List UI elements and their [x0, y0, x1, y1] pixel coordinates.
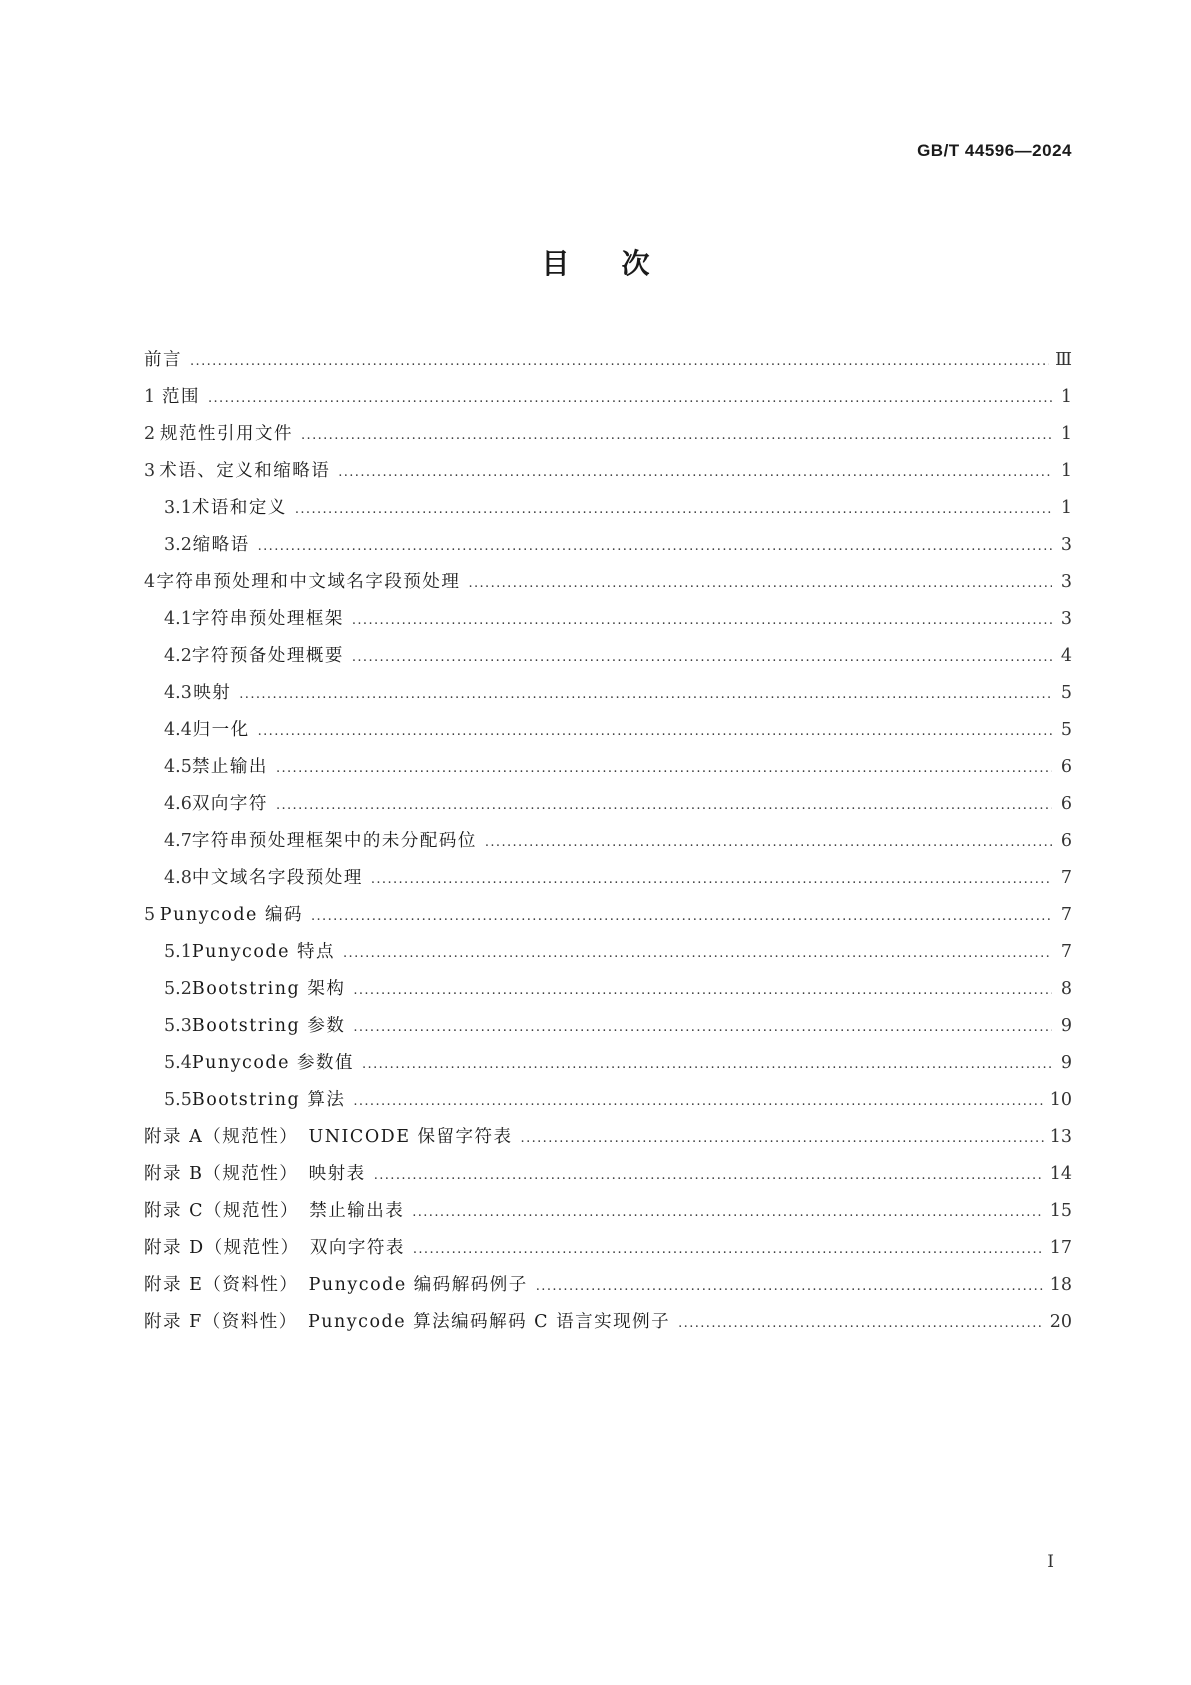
toc-entry[interactable]: [144, 527, 1072, 564]
toc-entry-number: 3: [144, 461, 156, 481]
toc-entry[interactable]: [144, 416, 1072, 453]
toc-dot-leader: [276, 750, 1052, 787]
toc-entry-title: 映射: [193, 683, 232, 703]
toc-entry-page: 3: [1060, 535, 1072, 555]
toc-entry-title: Punycode 参数值: [191, 1053, 355, 1073]
toc-entry-number: 5.1: [164, 942, 192, 962]
toc-entry-page: 3: [1060, 609, 1072, 629]
toc-dot-leader: [371, 861, 1052, 898]
toc-entry[interactable]: [144, 453, 1072, 490]
toc-dot-leader: [352, 602, 1052, 639]
page-title: 目次: [541, 247, 702, 280]
toc-entry-number: 1: [144, 387, 156, 407]
toc-entry-page: 6: [1060, 831, 1072, 851]
toc-dot-leader: [208, 380, 1052, 417]
toc-dot-leader: [311, 898, 1052, 935]
toc-entry-number: 4.8: [164, 868, 192, 888]
toc-entry-page: 17: [1049, 1238, 1072, 1258]
toc-entry-page: 3: [1060, 572, 1072, 592]
toc-entry[interactable]: [144, 1230, 1072, 1267]
toc-entry-page: 5: [1060, 720, 1072, 740]
toc-entry[interactable]: [144, 342, 1072, 379]
toc-entry[interactable]: [144, 860, 1072, 897]
toc-entry[interactable]: [144, 749, 1072, 786]
toc-dot-leader: [468, 565, 1052, 602]
toc-entry-page: Ⅲ: [1055, 350, 1072, 370]
toc-entry-number: 4.7: [164, 831, 192, 851]
toc-dot-leader: [276, 787, 1052, 824]
toc-entry[interactable]: [144, 490, 1072, 527]
standard-code: GB/T 44596—2024: [917, 141, 1072, 160]
toc-entry-title: Bootstring 参数: [191, 1016, 346, 1036]
toc-entry-number: 4.4: [164, 720, 192, 740]
toc-entry[interactable]: [144, 1119, 1072, 1156]
toc-entry-title: 规范性引用文件: [160, 424, 293, 444]
toc-entry-page: 10: [1049, 1090, 1072, 1110]
toc-entry[interactable]: [144, 971, 1072, 1008]
toc-dot-leader: [190, 343, 1049, 380]
toc-entry-page: 9: [1060, 1053, 1072, 1073]
toc-entry-page: 18: [1049, 1275, 1072, 1295]
toc-entry-page: 1: [1060, 424, 1072, 444]
toc-dot-leader: [352, 639, 1052, 676]
toc-entry-page: 13: [1049, 1127, 1072, 1147]
toc-entry-title: 前言: [144, 350, 182, 370]
toc-entry[interactable]: [144, 934, 1072, 971]
toc-entry-title: 字符串预处理框架: [191, 609, 344, 629]
toc-dot-leader: [353, 972, 1052, 1009]
toc-dot-leader: [413, 1231, 1044, 1268]
toc-entry-page: 6: [1060, 794, 1072, 814]
toc-entry-page: 9: [1060, 1016, 1072, 1036]
toc-entry-title: 附录 A（规范性） UNICODE 保留字符表: [144, 1127, 513, 1147]
toc-entry-title: 中文域名字段预处理: [191, 868, 363, 888]
toc-dot-leader: [412, 1194, 1044, 1231]
toc-entry-page: 7: [1060, 942, 1072, 962]
toc-entry-number: 5.4: [164, 1053, 192, 1073]
toc-entry[interactable]: [144, 1304, 1072, 1341]
table-of-contents: [144, 342, 1072, 1341]
toc-entry[interactable]: [144, 897, 1072, 934]
toc-entry-title: 附录 C（规范性） 禁止输出表: [144, 1201, 405, 1221]
toc-dot-leader: [353, 1083, 1043, 1120]
toc-entry-number: 4.3: [164, 683, 192, 703]
toc-entry[interactable]: [144, 675, 1072, 712]
toc-entry-number: 5.3: [164, 1016, 192, 1036]
toc-entry[interactable]: [144, 1267, 1072, 1304]
toc-dot-leader: [258, 528, 1052, 565]
toc-entry-title: Bootstring 算法: [191, 1090, 346, 1110]
toc-dot-leader: [338, 454, 1052, 491]
toc-entry-number: 3.1: [164, 498, 192, 518]
toc-entry[interactable]: [144, 1193, 1072, 1230]
toc-entry[interactable]: [144, 564, 1072, 601]
toc-entry[interactable]: [144, 638, 1072, 675]
toc-entry-title: 禁止输出: [191, 757, 268, 777]
toc-entry-page: 4: [1060, 646, 1072, 666]
toc-entry[interactable]: [144, 1082, 1072, 1119]
toc-dot-leader: [258, 713, 1052, 750]
toc-entry[interactable]: [144, 786, 1072, 823]
toc-entry-number: 4.6: [164, 794, 192, 814]
toc-dot-leader: [362, 1046, 1052, 1083]
toc-dot-leader: [374, 1157, 1044, 1194]
toc-entry-page: 1: [1060, 461, 1072, 481]
toc-entry-number: 4.2: [164, 646, 192, 666]
toc-dot-leader: [521, 1120, 1044, 1157]
toc-entry[interactable]: [144, 1156, 1072, 1193]
toc-entry-page: 1: [1060, 498, 1072, 518]
toc-entry-page: 8: [1060, 979, 1072, 999]
toc-entry-title: 范围: [161, 387, 200, 407]
toc-entry-title: Bootstring 架构: [191, 979, 346, 999]
toc-entry-title: Punycode 特点: [191, 942, 336, 962]
toc-entry-title: 归一化: [192, 720, 250, 740]
toc-dot-leader: [485, 824, 1052, 861]
toc-entry-page: 1: [1060, 387, 1072, 407]
toc-entry[interactable]: [144, 1008, 1072, 1045]
toc-entry-title: 双向字符: [191, 794, 268, 814]
toc-entry-number: 2: [144, 424, 156, 444]
toc-entry-title: 字符串预处理框架中的未分配码位: [191, 831, 477, 851]
toc-entry-title: 附录 B（规范性） 映射表: [144, 1164, 366, 1184]
toc-entry-title: 术语、定义和缩略语: [159, 461, 331, 481]
toc-entry[interactable]: [144, 712, 1072, 749]
toc-entry-page: 7: [1060, 905, 1072, 925]
page-number: I: [1047, 1552, 1054, 1572]
toc-entry[interactable]: [144, 823, 1072, 860]
toc-entry[interactable]: [144, 601, 1072, 638]
toc-entry-page: 5: [1060, 683, 1072, 703]
toc-entry-title: 附录 E（资料性） Punycode 编码解码例子: [144, 1275, 528, 1295]
toc-entry-page: 15: [1049, 1201, 1072, 1221]
toc-entry-page: 14: [1049, 1164, 1072, 1184]
toc-entry-title: 字符预备处理概要: [191, 646, 344, 666]
toc-entry[interactable]: [144, 1045, 1072, 1082]
toc-entry-title: Punycode 编码: [159, 905, 303, 925]
toc-entry-number: 4.5: [164, 757, 192, 777]
toc-dot-leader: [295, 491, 1052, 528]
toc-dot-leader: [343, 935, 1052, 972]
toc-entry-page: 7: [1060, 868, 1072, 888]
toc-entry-title: 附录 F（资料性） Punycode 算法编码解码 C 语言实现例子: [144, 1312, 671, 1332]
toc-dot-leader: [301, 417, 1052, 454]
toc-dot-leader: [353, 1009, 1052, 1046]
toc-entry-number: 5: [144, 905, 156, 925]
toc-entry-title: 附录 D（规范性） 双向字符表: [144, 1238, 405, 1258]
toc-entry-number: 5.5: [164, 1090, 192, 1110]
toc-dot-leader: [536, 1268, 1044, 1305]
toc-dot-leader: [239, 676, 1052, 713]
toc-entry-page: 6: [1060, 757, 1072, 777]
toc-entry-number: 3.2: [164, 535, 192, 555]
toc-entry-title: 术语和定义: [191, 498, 287, 518]
toc-entry-title: 字符串预处理和中文域名字段预处理: [156, 572, 461, 592]
toc-entry-number: 4.1: [164, 609, 192, 629]
toc-dot-leader: [678, 1305, 1044, 1342]
toc-entry[interactable]: [144, 379, 1072, 416]
toc-entry-page: 20: [1049, 1312, 1072, 1332]
toc-entry-number: 5.2: [164, 979, 192, 999]
toc-entry-title: 缩略语: [192, 535, 250, 555]
toc-entry-number: 4: [144, 572, 156, 592]
